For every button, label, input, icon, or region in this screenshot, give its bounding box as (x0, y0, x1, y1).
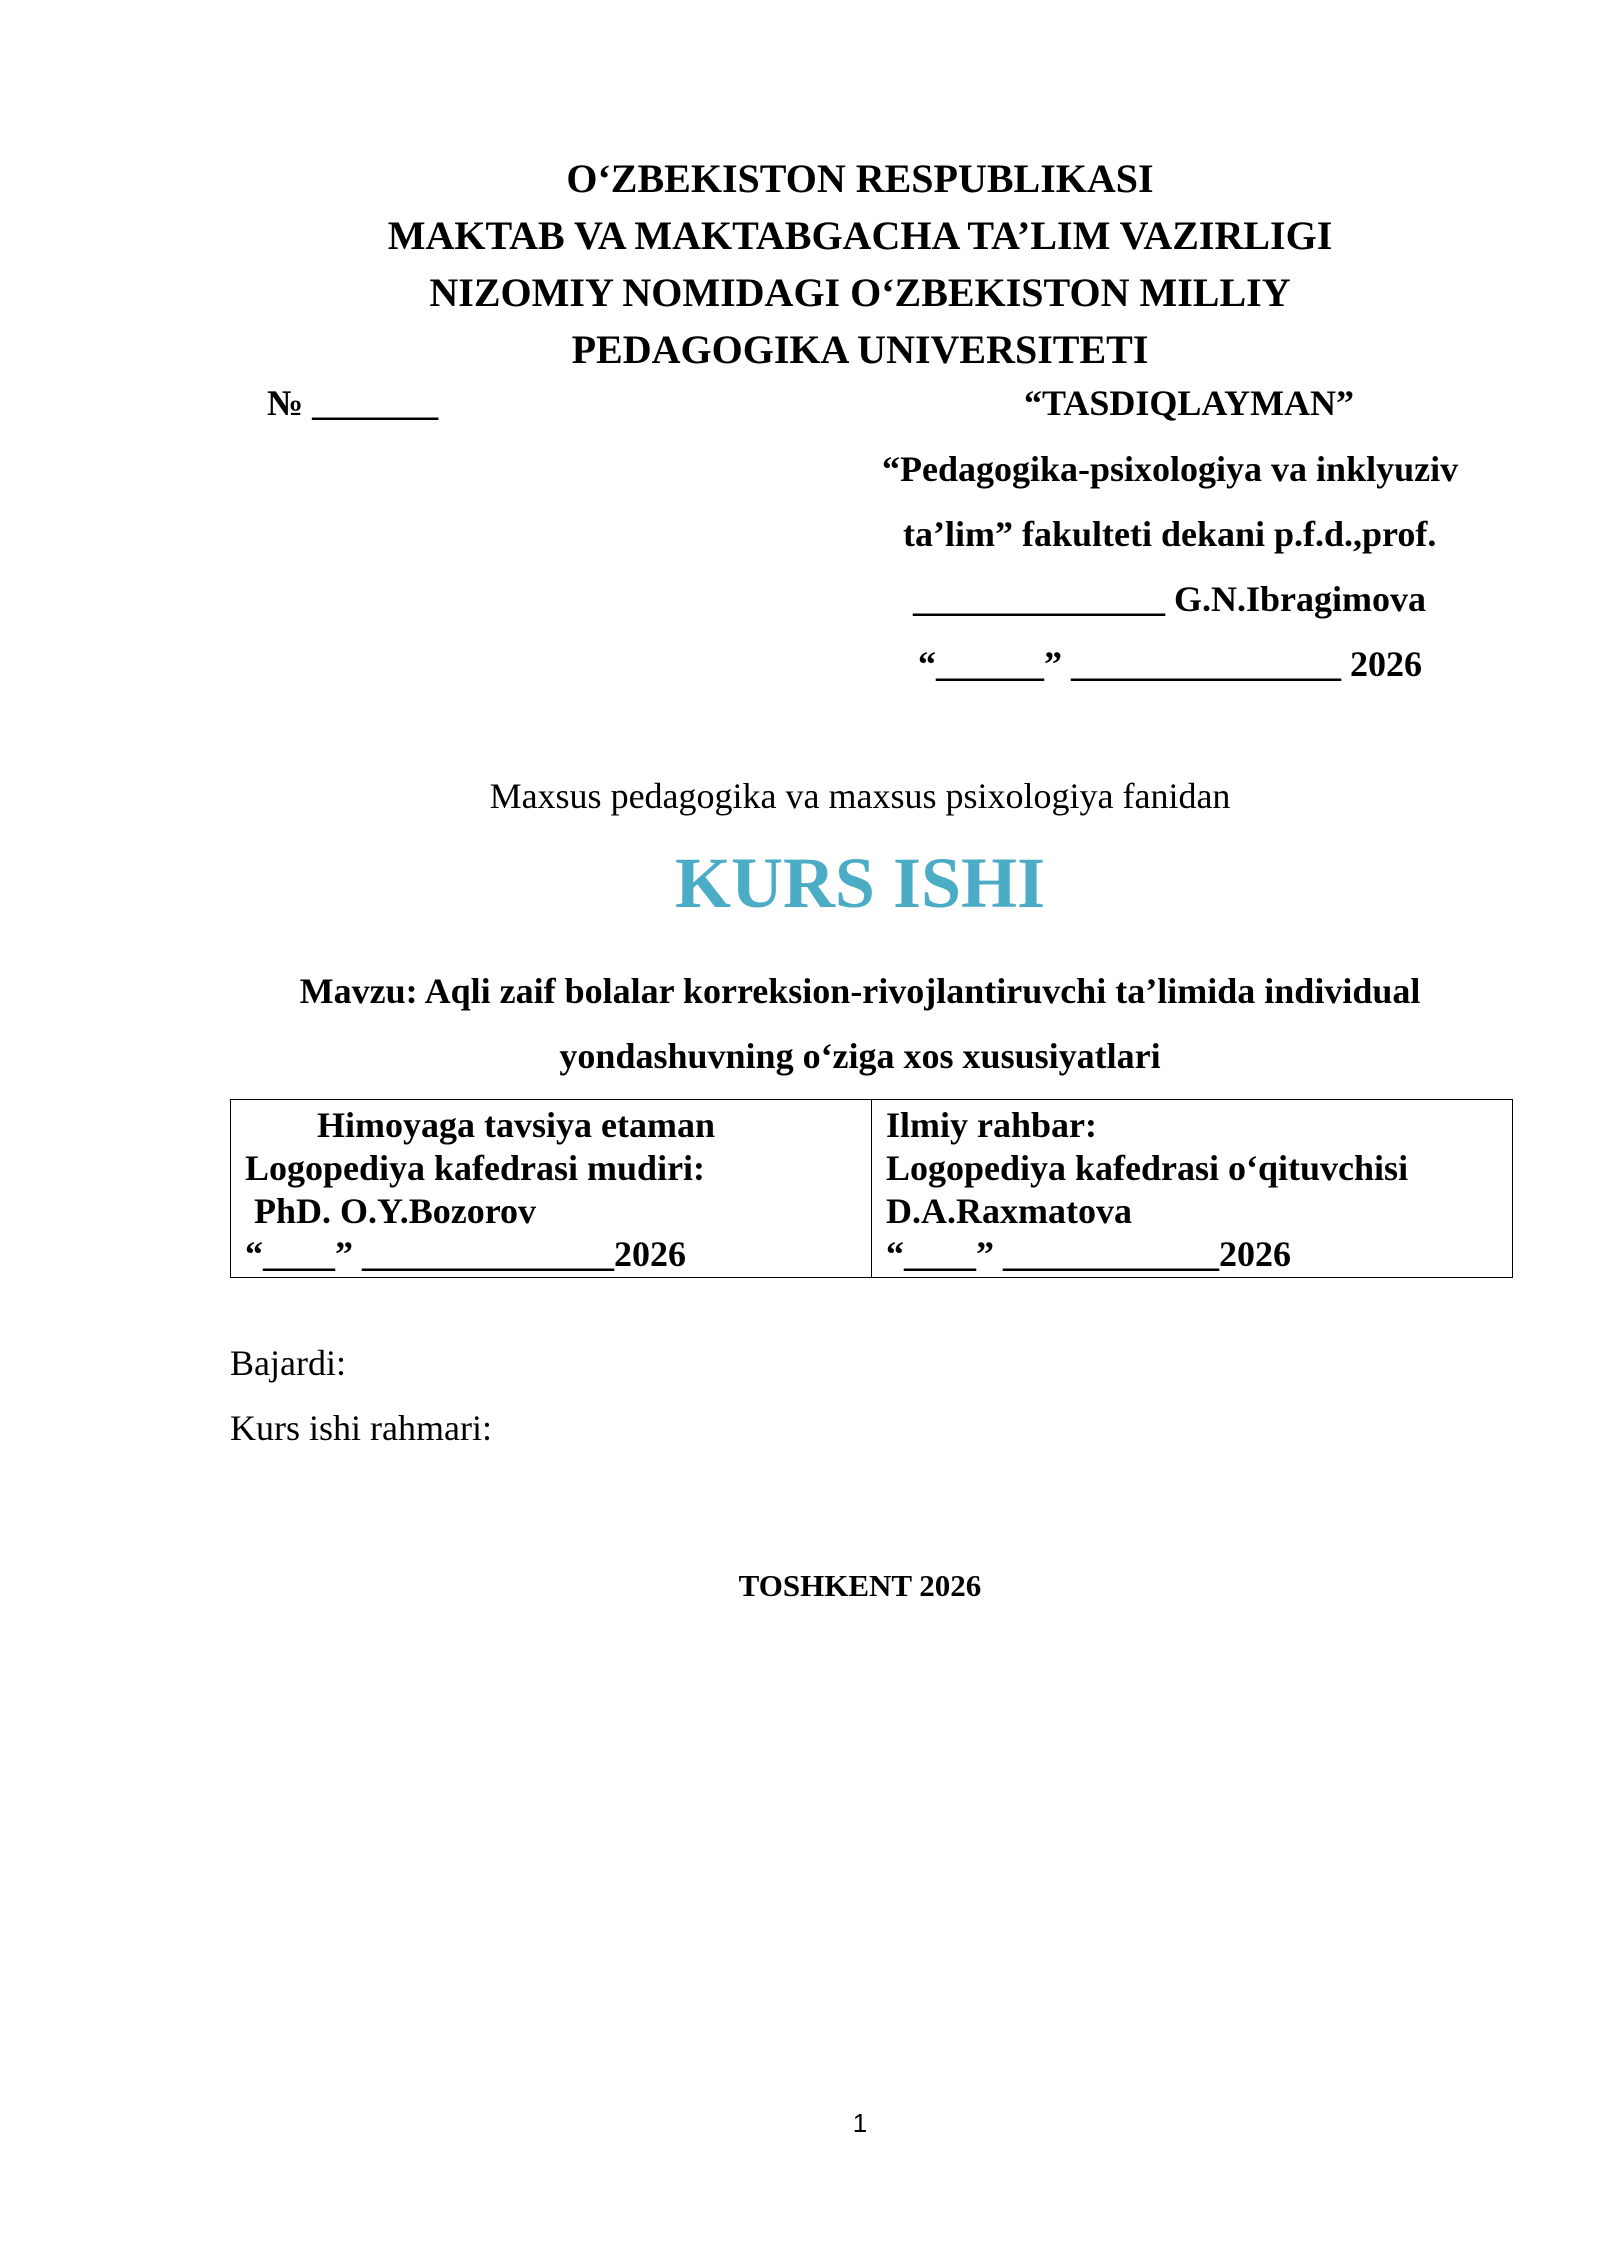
supervisor-name: D.A.Raxmatova (886, 1191, 1132, 1231)
approval-title: “TASDIQLAYMAN” (1024, 383, 1355, 423)
supervisor-position: Logopediya kafedrasi o‘qituvchisi (886, 1148, 1409, 1188)
performed-by-label: Bajardi: (230, 1343, 346, 1383)
header-line-2: MAKTAB VA MAKTABGACHA TA’LIM VAZIRLIGI (387, 213, 1333, 258)
header-line-3: NIZOMIY NOMIDAGI O‘ZBEKISTON MILLIY (429, 270, 1291, 315)
document-title: KURS ISHI (674, 843, 1046, 923)
supervisor-heading: Ilmiy rahbar: (886, 1105, 1097, 1145)
header-line-1: O‘ZBEKISTON RESPUBLIKASI (566, 156, 1154, 201)
signature-table (230, 1099, 1513, 1278)
department-head-label: Logopediya kafedrasi mudiri: (245, 1148, 706, 1188)
department-head-date: “____” ______________2026 (245, 1234, 686, 1274)
approval-line-1: “Pedagogika-psixologiya va inklyuziv (882, 449, 1459, 489)
page-number: 1 (852, 2108, 868, 2138)
topic-line-2: yondashuvning o‘ziga xos xususiyatlari (559, 1036, 1161, 1076)
supervisor-cell (872, 1100, 1513, 1278)
recommendation-cell (231, 1100, 872, 1278)
subject-line: Maxsus pedagogika va maxsus psixologiya fanidan (489, 776, 1231, 816)
approval-signature: ______________ G.N.Ibragimova (913, 579, 1426, 619)
ministry-header (0, 150, 1600, 378)
recommendation-heading: Himoyaga tavsiya etaman (317, 1105, 715, 1145)
approval-date: “______” _______________ 2026 (918, 644, 1422, 684)
supervisor-date: “____” ____________2026 (886, 1234, 1291, 1274)
header-line-4: PEDAGOGIKA UNIVERSITETI (571, 327, 1149, 372)
topic-line-1: Mavzu: Aqli zaif bolalar korreksion-rivojlantiruvchi ta’limida individual (299, 971, 1421, 1011)
approval-line-2: ta’lim” fakulteti dekani p.f.d.,prof. (903, 514, 1437, 554)
signature-table-row (231, 1100, 1513, 1278)
city-year: TOSHKENT 2026 (738, 1568, 982, 1603)
document-number-field: № _______ (267, 383, 439, 423)
department-head-name: PhD. O.Y.Bozorov (245, 1191, 537, 1231)
supervisor-label: Kurs ishi rahmari: (230, 1408, 492, 1448)
